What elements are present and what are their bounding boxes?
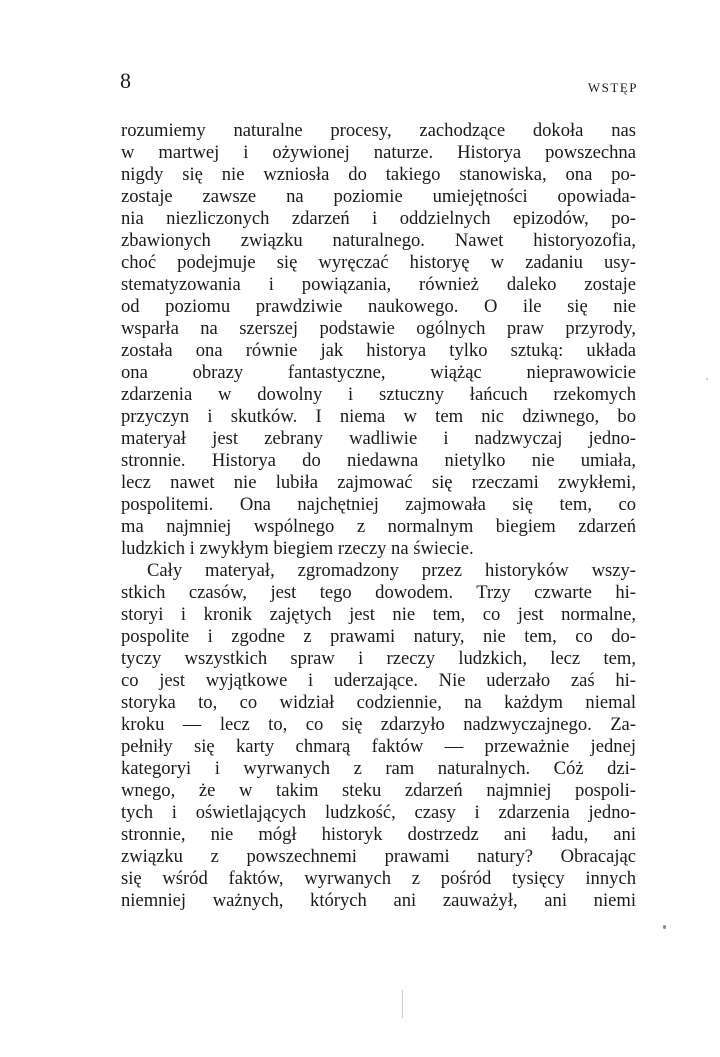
page-number: 8: [120, 68, 131, 93]
running-head: WSTĘP: [587, 80, 638, 95]
text-line: się wśród faktów, wyrwanych z pośród tysięcy innych: [121, 868, 636, 889]
text-line: ma najmniej wspólnego z normalnym biegiem zdarzeń: [121, 516, 636, 537]
text-line: storyi i kronik zajętych jest nie tem, co jest normalne,: [121, 604, 636, 625]
text-line: lecz nawet nie lubiła zajmować się rzeczami zwykłemi,: [121, 472, 636, 493]
paper-speck: [402, 990, 403, 1018]
text-line: zostaje zawsze na poziomie umiejętności opowiada-: [121, 186, 636, 207]
text-line: tyczy wszystkich spraw i rzeczy ludzkich, lecz tem,: [121, 648, 636, 669]
text-line: stronnie. Historya do niedawna nietylko nie umiała,: [121, 450, 636, 471]
text-line: storyka to, co widział codziennie, na każdym niemal: [121, 692, 636, 713]
paper-speck: [663, 925, 666, 929]
text-line: nia niezliczonych zdarzeń i oddzielnych epizodów, po-: [121, 208, 636, 229]
text-line: co jest wyjątkowe i uderzające. Nie uderzało zaś hi-: [121, 670, 636, 691]
text-line: zbawionych związku naturalnego. Nawet historyozofia,: [121, 230, 636, 251]
paper-speck: [706, 378, 708, 380]
text-line: zdarzenia w dowolny i sztuczny łańcuch rzekomych: [121, 384, 636, 405]
text-line: stronnie, nie mógł historyk dostrzedz ani ładu, ani: [121, 824, 636, 845]
text-line: od poziomu prawdziwie naukowego. O ile się nie: [121, 296, 636, 317]
text-line: nigdy się nie wzniosła do takiego stanowiska, ona po-: [121, 164, 636, 185]
text-line: kroku — lecz to, co się zdarzyło nadzwyczajnego. Za-: [121, 714, 636, 735]
text-line: wsparła na szerszej podstawie ogólnych praw przyrody,: [121, 318, 636, 339]
text-line: choć podejmuje się wyręczać historyę w zadaniu usy-: [121, 252, 636, 273]
text-line: materyał jest zebrany wadliwie i nadzwyczaj jedno-: [121, 428, 636, 449]
text-line: wnego, że w takim steku zdarzeń najmniej pospoli-: [121, 780, 636, 801]
text-line: tych i oświetlających ludzkość, czasy i zdarzenia jedno-: [121, 802, 636, 823]
text-line: Cały materyał, zgromadzony przez historyków wszy-: [147, 560, 636, 581]
body-text: [121, 120, 636, 912]
text-line: stkich czasów, jest tego dowodem. Trzy czwarte hi-: [121, 582, 636, 603]
text-line: w martwej i ożywionej naturze. Historya powszechna: [121, 142, 636, 163]
text-line: stematyzowania i powiązania, również daleko zostaje: [121, 274, 636, 295]
text-line: ona obrazy fantastyczne, wiążąc nieprawowicie: [121, 362, 636, 383]
text-line: związku z powszechnemi prawami natury? Obracając: [121, 846, 636, 867]
text-line: rozumiemy naturalne procesy, zachodzące dokoła nas: [121, 120, 636, 141]
text-line: została ona równie jak historya tylko sztuką: układa: [121, 340, 636, 361]
text-line: pospolitemi. Ona najchętniej zajmowała się tem, co: [121, 494, 636, 515]
text-line: pospolite i zgodne z prawami natury, nie tem, co do-: [121, 626, 636, 647]
text-line: niemniej ważnych, których ani zauważył, ani niemi: [121, 890, 636, 911]
text-line: ludzkich i zwykłym biegiem rzeczy na świecie.: [121, 538, 474, 559]
text-line: przyczyn i skutków. I niema w tem nic dziwnego, bo: [121, 406, 636, 427]
text-line: kategoryi i wyrwanych z ram naturalnych. Cóż dzi-: [121, 758, 636, 779]
text-line: pełniły się karty chmarą faktów — przeważnie jednej: [121, 736, 636, 757]
